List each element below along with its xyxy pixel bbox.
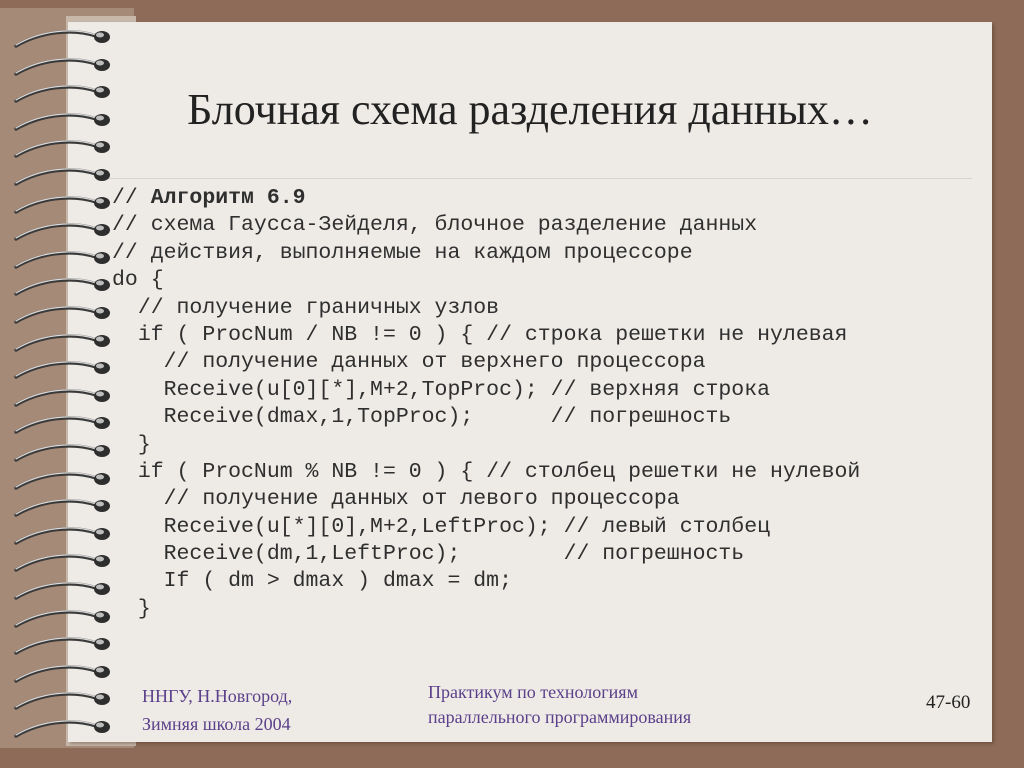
- code-text: // получение граничных узлов: [137, 295, 500, 320]
- code-line: [112, 459, 860, 486]
- footer-course-line2: параллельного программирования: [428, 707, 692, 727]
- spiral-binding-ring-icon: [10, 385, 110, 409]
- code-line: [112, 267, 860, 294]
- code-text: }: [137, 596, 151, 621]
- page-number: 47-60: [926, 692, 971, 713]
- code-line: [112, 377, 860, 404]
- code-line: [112, 295, 860, 322]
- code-text: }: [137, 432, 151, 457]
- spiral-binding-ring-icon: [10, 523, 110, 547]
- slide-title: Блочная схема разделения данных…: [187, 85, 873, 134]
- footer-org-line2: Зимняя школа 2004: [142, 714, 291, 734]
- spiral-binding-ring-icon: [10, 606, 110, 630]
- spiral-binding-ring-icon: [10, 357, 110, 381]
- code-line: [112, 322, 860, 349]
- code-text: // схема Гаусса-Зейделя, блочное разделение данных: [112, 213, 758, 238]
- code-text: if ( ProcNum % NB != 0 ) { // столбец решетки не нулевой: [137, 459, 861, 484]
- code-line: [112, 212, 860, 239]
- code-text: // получение данных от верхнего процессора: [163, 350, 706, 375]
- code-line: [112, 432, 860, 459]
- spiral-binding-ring-icon: [10, 412, 110, 436]
- code-text: do {: [112, 268, 164, 293]
- spiral-binding-ring-icon: [10, 26, 110, 50]
- code-text: Receive(u[*][0],M+2,LeftProc); // левый столбец: [163, 514, 771, 539]
- spiral-binding-ring-icon: [10, 550, 110, 574]
- code-text: // получение данных от левого процессора: [163, 487, 680, 512]
- code-line: [112, 568, 860, 595]
- code-text: Receive(dmax,1,TopProc); // погрешность: [163, 405, 732, 430]
- code-line: [112, 486, 860, 513]
- spiral-binding-ring-icon: [10, 164, 110, 188]
- spiral-binding-ring-icon: [10, 495, 110, 519]
- spiral-binding-ring-icon: [10, 661, 110, 685]
- spiral-binding: [0, 0, 120, 768]
- spiral-binding-ring-icon: [10, 192, 110, 216]
- spiral-binding-ring-icon: [10, 109, 110, 133]
- spiral-binding-ring-icon: [10, 136, 110, 160]
- title-divider: [108, 178, 972, 179]
- code-line: [112, 349, 860, 376]
- slide-page: [68, 22, 992, 742]
- code-line: [112, 514, 860, 541]
- spiral-binding-ring-icon: [10, 716, 110, 740]
- code-line: [112, 404, 860, 431]
- code-text: Receive(u[0][*],M+2,TopProc); // верхняя строка: [163, 377, 771, 402]
- code-text: If ( dm > dmax ) dmax = dm;: [163, 569, 512, 594]
- spiral-binding-ring-icon: [10, 274, 110, 298]
- spiral-binding-ring-icon: [10, 54, 110, 78]
- footer-course: [428, 680, 691, 730]
- spiral-binding-ring-icon: [10, 468, 110, 492]
- footer-course-line1: Практикум по технологиям: [428, 682, 638, 702]
- spiral-binding-ring-icon: [10, 247, 110, 271]
- code-line: [112, 240, 860, 267]
- code-text: Receive(dm,1,LeftProc); // погрешность: [163, 542, 745, 567]
- code-listing: [112, 185, 860, 623]
- spiral-binding-ring-icon: [10, 440, 110, 464]
- spiral-binding-ring-icon: [10, 302, 110, 326]
- spiral-binding-ring-icon: [10, 219, 110, 243]
- spiral-binding-ring-icon: [10, 633, 110, 657]
- footer-org-line1: ННГУ, Н.Новгород,: [142, 686, 293, 706]
- spiral-binding-ring-icon: [10, 81, 110, 105]
- code-line: [112, 541, 860, 568]
- spiral-binding-ring-icon: [10, 330, 110, 354]
- spiral-binding-ring-icon: [10, 688, 110, 712]
- spiral-binding-ring-icon: [10, 578, 110, 602]
- code-line: [112, 596, 860, 623]
- code-line: [112, 185, 860, 212]
- code-algorithm-heading: Алгоритм 6.9: [150, 186, 306, 210]
- footer-organization: [142, 682, 292, 738]
- code-text: if ( ProcNum / NB != 0 ) { // строка решетки не нулевая: [137, 322, 848, 347]
- code-text: // действия, выполняемые на каждом процессоре: [112, 240, 693, 265]
- code-comment-prefix: //: [112, 186, 151, 210]
